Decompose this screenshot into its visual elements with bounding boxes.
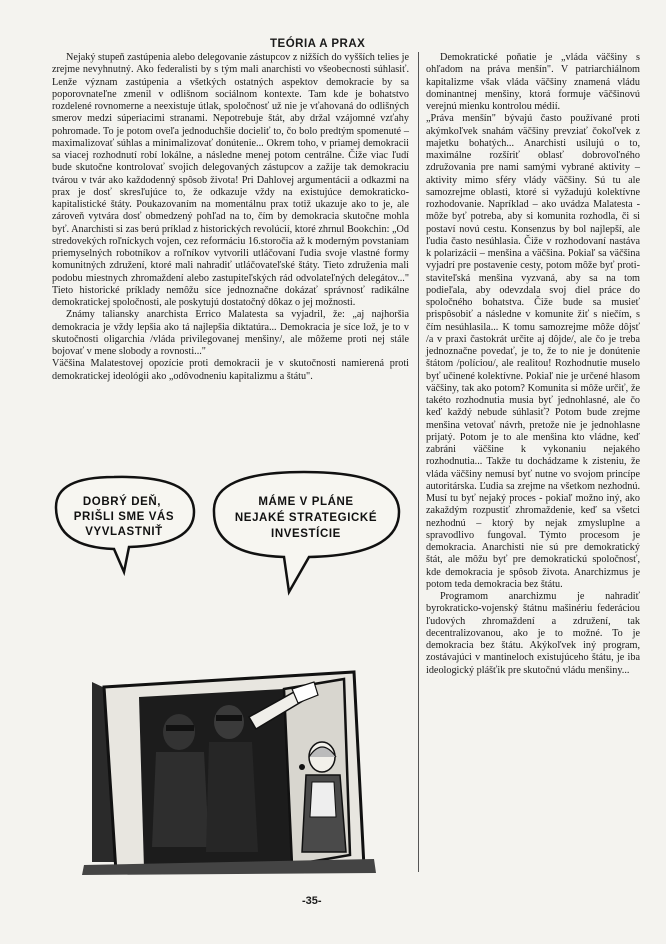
bubble-right-line: MÁME V PLÁNE (258, 496, 354, 508)
cartoon-drawing (44, 467, 412, 877)
page-title: TEÓRIA A PRAX (270, 38, 366, 50)
bubble-right-line: NEJAKÉ STRATEGICKÉ (234, 512, 378, 524)
paragraph: „Práva menšín" bývajú často používané proti akýmkoľvek snahám väčšiny prevziať čokoľvek z majetku bohatých... Anarchisti usilujú o to, maximálne rozšíriť oblasť dobrovoľného združovania pre nami samými vybrané aktivity – aktivity mimo sféry vlády väčšiny. Sú tu ale samozrejme oblasti, ktoré si vyžadujú kolektívne rozhodovanie. Napríklad – ako uvádza Malatesta - môže byť potreba, aby si komunita rozhodla, či si postaví novú cestu. Konsenzus by bol najlepší, ale ľudia často nesúhlasia. Čiže v rozhodovaní nastáva k polarizácii – menšina a väčšina. Pokiaľ sa väčšina vyjadrí pre postavenie cesty, potom môže byť proti-staviteľská menšina vyzvaná, aby sa na tom podieľala, aby odevzdala svoj diel práce do spoločného bohatstva. Čiže bude sa musieť prispôsobiť a následne v komunite žiť s niečím, s čím nesúhlasila... K tomu samozrejme môže dôjsť /a v praxi častokrát určite aj dôjde/, ale čo je treba jednoznačne povedať, je to, že to nie je donútenie štátom /políciou/, ale realitou! Rozhodnutie muselo byť učinené kolektívne. Pokiaľ nie je určené hlasom väčšiny, tak ako potom? Komunita si môže určiť, že takéto rozhodnutia musia byť jednohlasné, ale čo keď každý nebude súhlasiť? Potom bude zrejme menšina vetovať návrh, pretože nie je jednohlasne prijatý. Potom je to ale menšina kto vládne, keď zabráni väčšine k vykonaniu nejakého rozhodnutia... Takže tu dochádzame k zisteniu, že vláda väčšiny nemusí byť nutne vo svojom princípe autoritárska. Ľudia sa zrejme na všetkom nezhodnú. Musí tu byť nejaký proces - pokiaľ možno iný, ako zakaždým rozpustiť zhromaždenie, keď sa všetci nezhodnú – ktorý by nejak zmysluplne a spravodlivo fungoval. Týmto procesom je demokracia. Anarchisti nie sú pre demokratický štát, ale môžu byť pre demokratickú spoločnosť, kde demokracia je spôsob života. Anarchizmus je potom teda demokracia bez štátu. (426, 113, 640, 590)
paragraph: Známy taliansky anarchista Errico Malatesta sa vyjadril, že: „aj najhoršia demokracia je vždy lepšia ako tá najlepšia diktatúra... Demokracia je síce lož, je to v skutočnosti oligarchia /vláda privilegovanej menšiny/, ale môžeme proti nej stále bojovať v mene slobody a rovnosti..." (52, 309, 409, 357)
cartoon-illustration (44, 467, 412, 877)
bubble-left-line: VYVLASTNIŤ (85, 526, 163, 538)
paragraph: Programom anarchizmu je nahradiť byrokraticko-vojenský štátnu mašinériu federáciou ľudových zhromaždení a združení, tak decentralizovanou, ako je to možné. To je demokracia bez štátu. Akýkoľvek iný program, zostávajúci v mantineloch existujúceho štátu, je iba ideologický plášťik pre skutočnú vládu menšiny... (426, 591, 640, 676)
bubble-left-line: DOBRÝ DEŇ, (82, 496, 162, 508)
left-column (52, 52, 409, 383)
column-divider (418, 52, 419, 872)
paragraph: Väčšina Malatestovej opozície proti demokracii je v skutočnosti namierená proti demokratickej ideológii ako „odôvodneniu kapitalizmu a štátu". (52, 358, 409, 382)
bubble-left-line: PRIŠLI SME VÁS (73, 511, 175, 523)
bubble-right-line: INVESTÍCIE (271, 528, 341, 540)
page-number: -35- (302, 895, 322, 907)
right-column (426, 52, 640, 677)
paragraph: Nejaký stupeň zastúpenia alebo delegovanie zástupcov z nižších do vyšších telies je zrejme nevyhnutný. Ako federalisti by s tým mali anarchisti vo všeobecnosti súhlasiť. Lenže význam zastúpenia a všetkých ostatných aspektov demokracie by sa poporovnateľne zmenil v odlišnom sociálnom kontexte. Tam kde je bohatstvo rozdelené rovnomerne a neexistuje útlak, spoločnosť už nie je vťahovaná do odlišných smerov medzi súperiacimi stranami. Nepotrebuje štát, aby držal vzájomné vzťahy pohromade. To je potom oveľa jednoduchšie docieliť to, čo bolo predtým spomenuté – maximalizovať súhlas a minimalizovať donútenie... Okrem toho, v priamej demokracii sa viacej rozhodnutí robí lokálne, a následne menej potom centrálne. Čiže viac ľudí bude skutočne kontrolovať svojich delegovaných zástupcov a zažije tak demokraciu tvárou v tvár ako každodenný spôsob života! Pri Dahlovej argumentácii a odkazmi na prax je dosť skresľujúce to, že odkazuje vždy na existujúce demokraticko-kapitalistické štáty. Poukazovaním na momentálnu prax totiž ukazuje ako to je, ale zároveň vytvára dosť obmedzený pohľad na to, čím by demokracia skutočne mohla byť. Anarchisti si zas berú príklad z historických revolúcií, ktoré zhrnul Bookchin: „Od stredovekých roľníckych vojen, cez reformáciu 16.storočia až k moderným povstaniam priemyselných robotníkov a roľníkov vytvorili utláčovaní ľudia svoje vlastné formy komunitných združení, ktoré mali nahradiť utláčovateľské štáty. Tieto združenia mali podobu miestnych zhromaždení alebo zastupiteľských rád odvolateľných delegátov..." Tieto historické príklady nemôžu síce jednoznačne dokázať správnosť radikálne demokratickej spoločnosti, ale poskytujú dostatočný dôkaz o jej možnosti. (52, 52, 409, 308)
paragraph: Demokratické poňatie je „vláda väčšiny s ohľadom na práva menšín". V patriarchiálnom kapitalizme však vláda väčšiny znamená vládu dominantnej menšiny, ktorá formuje väčšinovú verejnú mienku kontrolou médií. (426, 52, 640, 112)
